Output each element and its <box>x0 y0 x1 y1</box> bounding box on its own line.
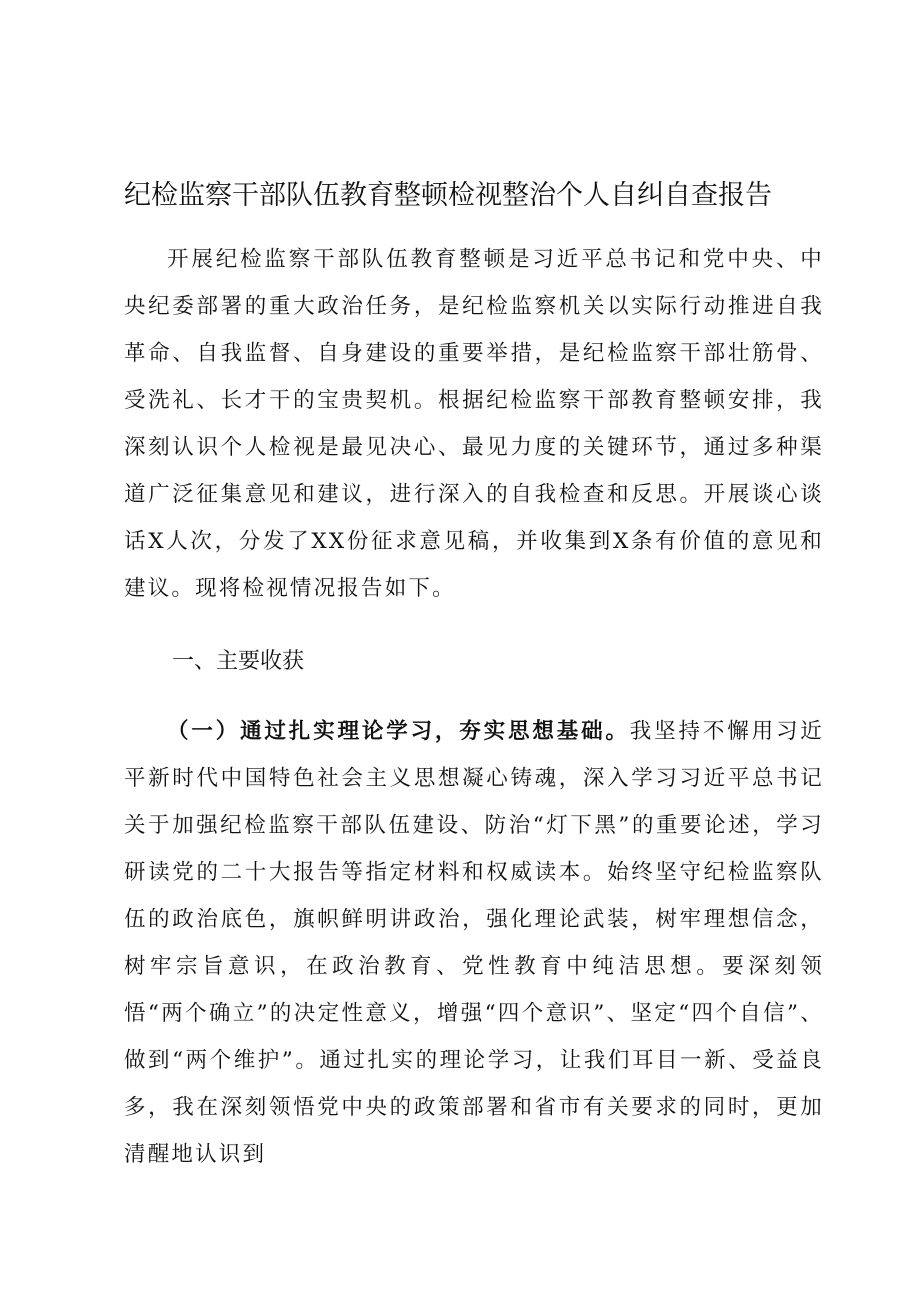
section-heading: 一、主要收获 <box>172 649 305 674</box>
subsection-lead: （一）通过扎实理论学习，夯实思想基础。 <box>167 719 630 744</box>
subsection-paragraph <box>124 708 824 1178</box>
subsection-body: 我坚持不懈用习近平新时代中国特色社会主义思想凝心铸魂，深入学习习近平总书记关于加强纪检监察干部队伍建设、防治“灯下黑”的重要论述，学习研读党的二十大报告等指定材料和权威读本。始终坚守纪检监察队伍的政治底色，旗帜鲜明讲政治，强化理论武装，树牢理想信念，树牢宗旨意识，在政治教育、党性教育中纯洁思想。要深刻领悟“两个确立”的决定性意义，增强“四个意识”、坚定“四个自信”、做到“两个维护”。通过扎实的理论学习，让我们耳目一新、受益良多，我在深刻领悟党中央的政策部署和省市有关要求的同时，更加清醒地认识到 <box>124 719 824 1167</box>
intro-paragraph: 开展纪检监察干部队伍教育整顿是习近平总书记和党中央、中央纪委部署的重大政治任务，是纪检监察机关以实际行动推进自我革命、自我监督、自身建设的重要举措，是纪检监察干部壮筋骨、受洗礼、长才干的宝贵契机。根据纪检监察干部教育整顿安排，我深刻认识个人检视是最见决心、最见力度的关键环节，通过多种渠道广泛征集意见和建议，进行深入的自我检查和反思。开展谈心谈话X人次，分发了XX份征求意见稿，并收集到X条有价值的意见和建议。现将检视情况报告如下。 <box>124 247 824 601</box>
document-title: 纪检监察干部队伍教育整顿检视整治个人自纠自查报告 <box>124 180 772 211</box>
